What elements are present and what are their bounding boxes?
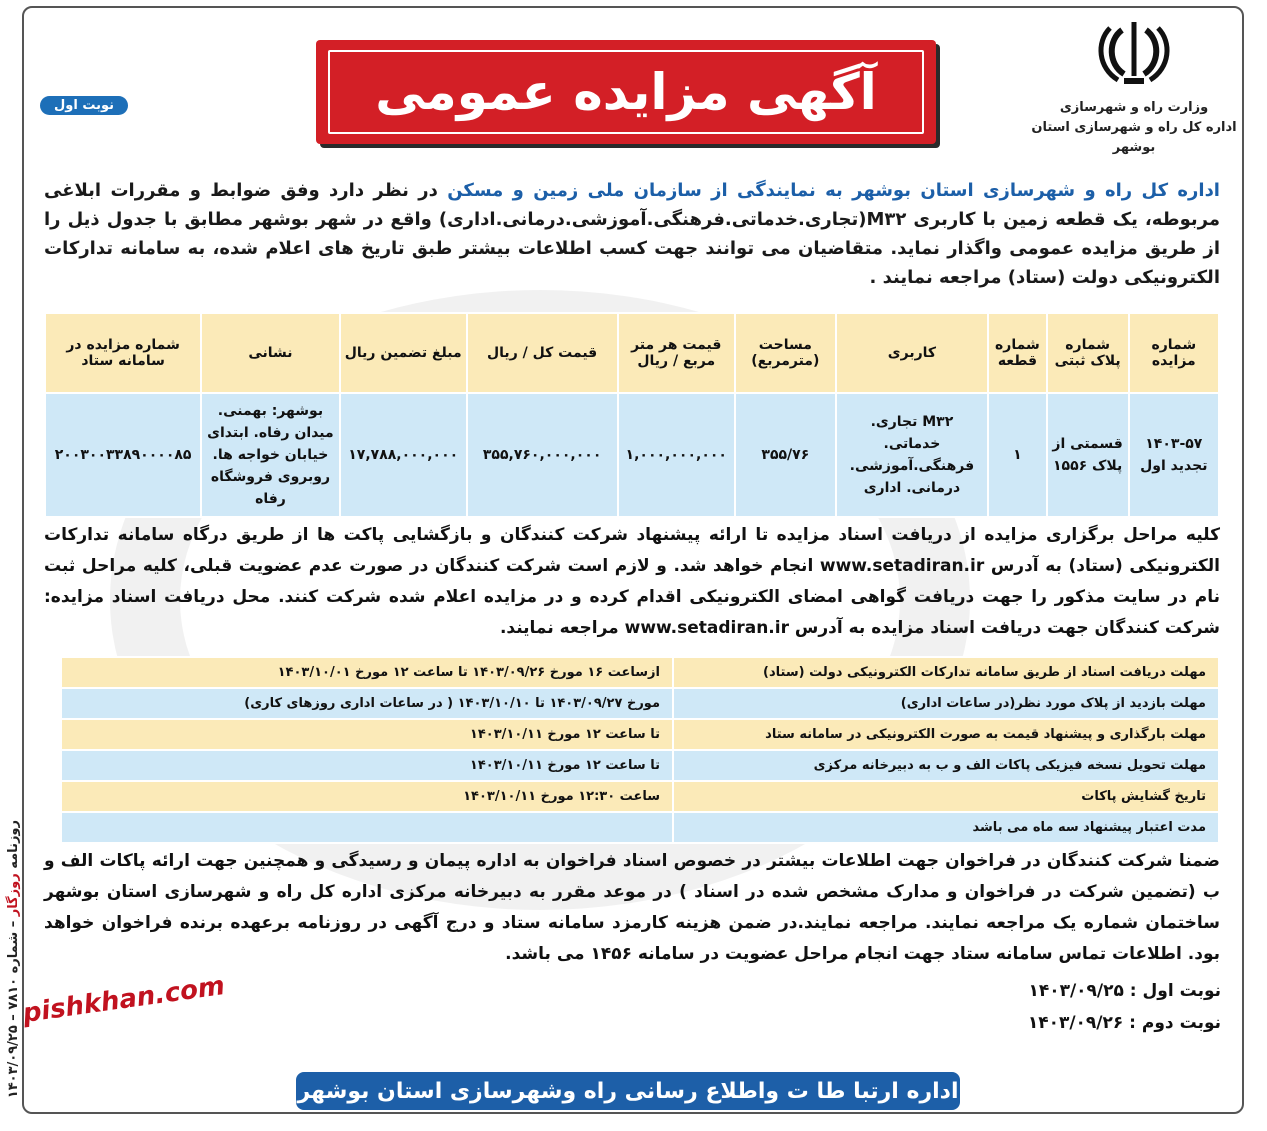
table-header: مبلغ تضمین ریال	[340, 313, 467, 393]
deadline-label: مهلت بارگذاری و پیشنهاد قیمت به صورت الکترونیکی در سامانه ستاد	[673, 719, 1219, 750]
second-round-date: نوبت دوم : ۱۴۰۳/۰۹/۲۶	[1027, 1013, 1221, 1033]
pishkhan-watermark: pishkhan.com	[20, 970, 227, 1030]
deadline-label: مدت اعتبار پیشنهاد سه ماه می باشد	[673, 812, 1219, 843]
deadline-label: مهلت تحویل نسخه فیزیکی پاکات الف و ب به دبیرخانه مرکزی	[673, 750, 1219, 781]
deadline-value: ساعت ۱۲:۳۰ مورخ ۱۴۰۳/۱۰/۱۱	[61, 781, 673, 812]
table-cell: ۱,۰۰۰,۰۰۰,۰۰۰	[618, 393, 735, 517]
table-header: نشانی	[201, 313, 340, 393]
deadline-row	[61, 781, 1219, 812]
auction-table	[44, 312, 1220, 518]
table-header: شماره قطعه	[988, 313, 1046, 393]
table-header: شماره مزایده	[1129, 313, 1219, 393]
contact-paragraph: ضمنا شرکت کنندگان در فراخوان جهت اطلاعات بیشتر در خصوص اسناد فراخوان به اداره پیمان و رسیدگی و همچنین جهت ارائه پاکات الف و ب (تضمین شرکت در فراخوان و مدارک مشخص شده در اسناد ) در موعد مقرر به دبیرخانه مرکزی اداره کل راه و شهرسازی استان بوشهر ساختمان شماره یک مراجعه نمایند. مراجعه نمایند.در ضمن هزینه کارمزد سامانه ستاد و درج آگهی در روزنامه برعهده برنده فراخوان خواهد بود. اطلاعات تماس سامانه ستاد جهت انجام مراحل عضویت در سامانه ۱۴۵۶ می باشد.	[44, 851, 1220, 964]
table-cell: ۳۵۵/۷۶	[735, 393, 836, 517]
table-cell: ۱۷,۷۸۸,۰۰۰,۰۰۰	[340, 393, 467, 517]
table-header: کاربری	[836, 313, 989, 393]
table-cell: ۱	[988, 393, 1046, 517]
newspaper-stamp: روزنامه روزگار – شماره ۷۸۱۰ – ۱۴۰۳/۰۹/۲۵	[6, 820, 21, 1099]
round-tag: نوبت اول	[40, 96, 128, 115]
deadline-value	[61, 812, 673, 843]
table-cell: ۲۰۰۳۰۰۳۳۸۹۰۰۰۰۸۵	[45, 393, 201, 517]
table-cell: M۳۲ تجاری. خدماتی. فرهنگی.آموزشی. درمانی. اداری	[836, 393, 989, 517]
ministry-logo-block	[1029, 18, 1239, 158]
intro-paragraph	[44, 176, 1220, 292]
deadline-value: ازساعت ۱۶ مورخ ۱۴۰۳/۰۹/۲۶ تا ساعت ۱۲ مورخ ۱۴۰۳/۱۰/۰۱	[61, 657, 673, 688]
ministry-name: وزارت راه و شهرسازی	[1059, 100, 1209, 115]
deadline-table	[60, 656, 1220, 844]
newspaper-name: روزگار	[6, 873, 21, 917]
title-banner	[316, 40, 936, 144]
intro-highlight: اداره کل راه و شهرسازی استان بوشهر به نمایندگی از سازمان ملی زمین و مسکن	[447, 180, 1220, 201]
footer-banner	[296, 1072, 960, 1110]
table-header: مساحت (مترمربع)	[735, 313, 836, 393]
first-round-date: نوبت اول : ۱۴۰۳/۰۹/۲۵	[1028, 981, 1221, 1001]
table-cell: قسمتی از پلاک ۱۵۵۶	[1047, 393, 1129, 517]
iran-emblem-icon	[1094, 18, 1174, 88]
table-header: قیمت کل / ریال	[467, 313, 618, 393]
footer-text: اداره ارتبا طا ت واطلاع رسانی راه وشهرسازی استان بوشهر	[297, 1078, 959, 1104]
deadline-row	[61, 719, 1219, 750]
newspaper-issue: شماره ۷۸۱۰	[6, 931, 21, 1010]
table-header: شماره مزایده در سامانه ستاد	[45, 313, 201, 393]
deadline-value: تا ساعت ۱۲ مورخ ۱۴۰۳/۱۰/۱۱	[61, 719, 673, 750]
deadline-label: مهلت دریافت اسناد از طریق سامانه تدارکات الکترونیکی دولت (ستاد)	[673, 657, 1219, 688]
deadline-label: تاریخ گشایش پاکات	[673, 781, 1219, 812]
table-header-row	[45, 313, 1219, 393]
newspaper-label: روزنامه	[6, 820, 21, 869]
table-row	[45, 393, 1219, 517]
table-cell: بوشهر: بهمنی. میدان رفاه. ابتدای خیابان خواجه ها. روبروی فروشگاه رفاه	[201, 393, 340, 517]
deadline-label: مهلت بازدید از پلاک مورد نظر(در ساعات اداری)	[673, 688, 1219, 719]
table-header: قیمت هر متر مربع / ریال	[618, 313, 735, 393]
intro-text: در نظر دارد وفق ضوابط و مقررات ابلاغی مربوطه، یک قطعه زمین با کاربری M۳۲(تجاری.خدماتی.فرهنگی.آموزشی.درمانی.اداری) واقع در شهر بوشهر مطابق با جدول ذیل را از طریق مزایده عمومی واگذار نماید. متقاضیان می توانند جهت کسب اطلاعات بیشتر طبق تاریخ های اعلام شده، به سامانه تدارکات الکترونیکی دولت (ستاد) مراجعه نمایند .	[44, 180, 1220, 288]
newspaper-date: ۱۴۰۳/۰۹/۲۵	[6, 1025, 21, 1099]
deadline-row	[61, 812, 1219, 843]
table-header: شماره پلاک ثبتی	[1047, 313, 1129, 393]
deadline-value: تا ساعت ۱۲ مورخ ۱۴۰۳/۱۰/۱۱	[61, 750, 673, 781]
procedure-paragraph: کلیه مراحل برگزاری مزایده از دریافت اسناد مزایده تا ارائه پیشنهاد شرکت کنندگان و بازگشایی پاکت ها از طریق درگاه سامانه تدارکات الکترونیکی (ستاد) به آدرس www.setadiran.ir انجام خواهد شد. و لازم است شرکت کنندگان در صورت عدم عضویت قبلی، کلیه مراحل ثبت نام در سایت مذکور را جهت دریافت گواهی امضای الکترونیکی اقدام کرده و در مزایده اعلام شده شرکت کنند. محل دریافت اسناد مزایده: شرکت کنندگان جهت دریافت اسناد مزایده به آدرس www.setadiran.ir مراجعه نمایند.	[44, 525, 1220, 638]
deadline-row	[61, 750, 1219, 781]
table-cell: ۳۵۵,۷۶۰,۰۰۰,۰۰۰	[467, 393, 618, 517]
deadline-row	[61, 657, 1219, 688]
deadline-row	[61, 688, 1219, 719]
deadline-value: مورخ ۱۴۰۳/۰۹/۲۷ تا ۱۴۰۳/۱۰/۱۰ ( در ساعات اداری روزهای کاری)	[61, 688, 673, 719]
office-name: اداره کل راه و شهرسازی استان بوشهر	[1031, 120, 1237, 155]
notice-title: آگهی مزایده عمومی	[375, 63, 877, 121]
table-cell: ۱۴۰۳-۵۷ تجدید اول	[1129, 393, 1219, 517]
publication-dates	[1028, 975, 1221, 1039]
